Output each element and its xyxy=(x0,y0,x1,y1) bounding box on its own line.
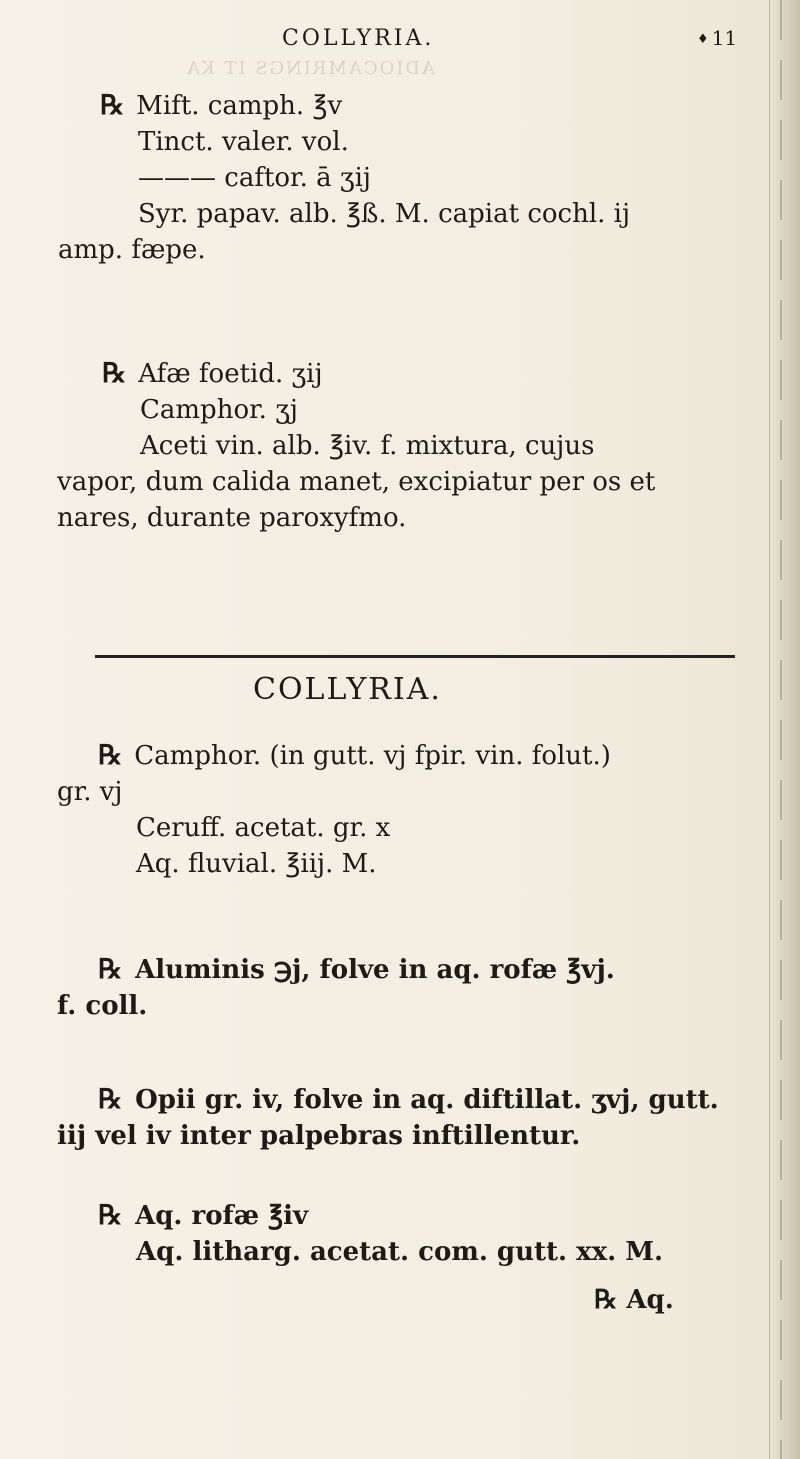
prescription-text: iij vel iv inter palpebras inftillentur. xyxy=(57,1121,581,1151)
prescription-text: gr. vj xyxy=(57,777,123,807)
prescription-text: Camphor. (in gutt. vj fpir. vin. folut.) xyxy=(134,741,611,771)
prescription-text: Tinct. valer. vol. xyxy=(138,127,349,157)
section-divider xyxy=(95,655,735,658)
prescription-text: Opii gr. iv, folve in aq. diftillat. ʒvj, gutt. xyxy=(135,1085,719,1115)
prescription-text: Aluminis ℈j, folve in aq. rofæ ℥vj. xyxy=(135,955,615,985)
book-gutter-edge xyxy=(769,0,800,1459)
prescription-line xyxy=(98,738,611,774)
prescription-text: ——— caftor. ā ʒij xyxy=(138,163,371,193)
prescription-1 xyxy=(58,88,631,268)
running-head xyxy=(0,18,800,79)
prescription-2 xyxy=(57,356,656,536)
rx-symbol: ℞ xyxy=(98,740,123,771)
prescription-text: nares, durante paroxyfmo. xyxy=(57,503,407,533)
collyrium-1 xyxy=(57,738,611,882)
prescription-text: Aq. litharg. acetat. com. gutt. xx. M. xyxy=(136,1237,664,1267)
rx-symbol: ℞ xyxy=(98,1084,123,1115)
running-title: COLLYRIA. xyxy=(282,26,435,51)
prescription-text: amp. fæpe. xyxy=(58,235,206,265)
page-number: ♦ 11 xyxy=(697,26,737,50)
section-title: COLLYRIA. xyxy=(253,672,442,707)
prescription-text: Mift. camph. ℥v xyxy=(136,91,343,121)
prescription-text: Ceruff. acetat. gr. x xyxy=(136,813,391,843)
prescription-line xyxy=(98,1082,719,1118)
rx-symbol: ℞ xyxy=(102,358,127,389)
prescription-text: vapor, dum calida manet, excipiatur per os et xyxy=(57,467,656,497)
prescription-line xyxy=(98,1198,663,1234)
prescription-text: f. coll. xyxy=(57,991,148,1021)
collyrium-4 xyxy=(98,1198,663,1270)
rx-symbol: ℞ xyxy=(98,1200,123,1231)
rx-symbol: ℞ xyxy=(98,954,123,985)
rx-symbol: ℞ xyxy=(100,90,125,121)
prescription-text: Camphor. ʒj xyxy=(140,395,298,425)
prescription-text: Syr. papav. alb. ℥ß. M. capiat cochl. ij xyxy=(138,199,631,229)
prescription-line xyxy=(100,88,630,124)
prescription-text: Aq. fluvial. ℥iij. M. xyxy=(136,849,377,879)
prescription-text: Aceti vin. alb. ℥iv. f. mixtura, cujus xyxy=(140,431,595,461)
collyrium-2 xyxy=(57,952,615,1024)
bleed-through-text: ADIOCAMRINGS IT KA xyxy=(185,58,435,79)
collyrium-3 xyxy=(57,1082,719,1154)
prescription-line xyxy=(102,356,655,392)
prescription-line xyxy=(98,952,615,988)
catchword: ℞ Aq. xyxy=(594,1285,674,1315)
prescription-text: Aq. rofæ ℥iv xyxy=(135,1201,309,1231)
prescription-text: Afæ foetid. ʒij xyxy=(138,359,323,389)
